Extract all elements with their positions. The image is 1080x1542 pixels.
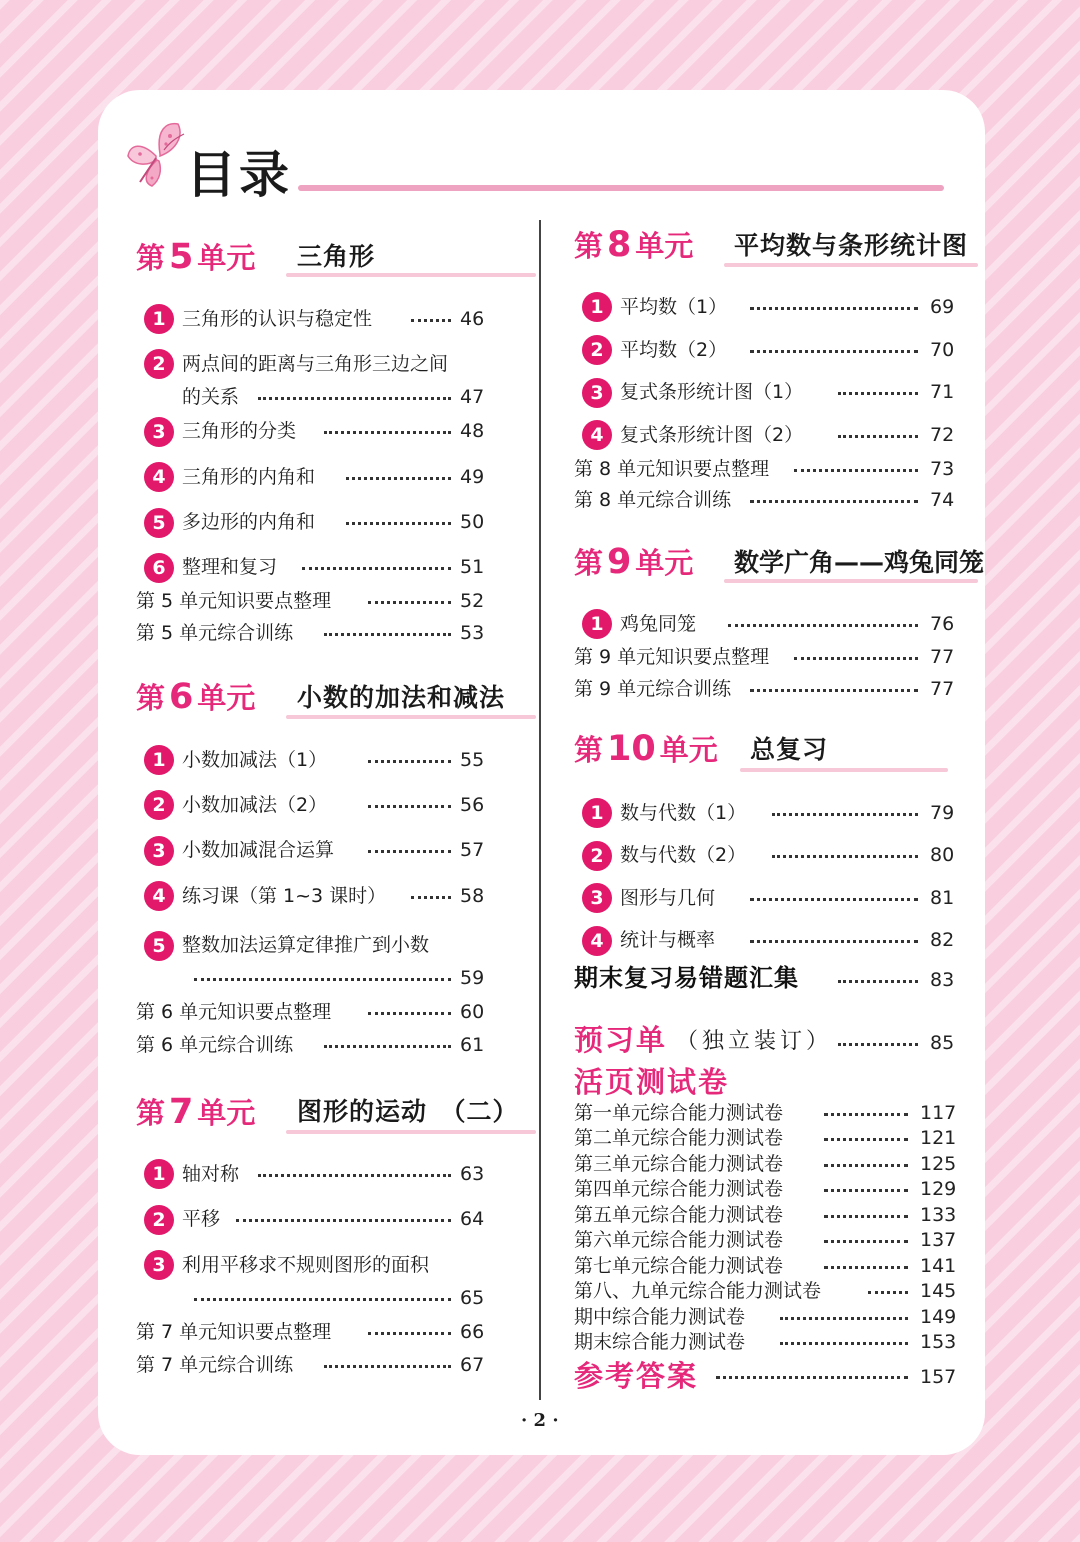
- lesson-badge: 3: [582, 378, 612, 408]
- lesson-badge: 1: [144, 745, 174, 775]
- lesson-title[interactable]: 三角形的分类: [182, 420, 297, 442]
- lesson-title[interactable]: 小数加减法（1）: [182, 749, 328, 771]
- page-ref[interactable]: 71: [930, 381, 955, 403]
- preview-note: （独立装订）: [676, 1029, 833, 1054]
- unit-5-title: 三角形: [297, 242, 376, 271]
- lesson-title[interactable]: 复式条形统计图（1）: [620, 381, 804, 403]
- lesson-title[interactable]: 整理和复习: [182, 556, 278, 578]
- test-item[interactable]: 第七单元综合能力测试卷: [574, 1255, 784, 1277]
- leader-dots: [750, 689, 918, 692]
- page-ref[interactable]: 133: [920, 1204, 957, 1226]
- leader-dots: [194, 1298, 451, 1301]
- unit-10-title: 总复习: [750, 735, 829, 764]
- lesson-title[interactable]: 利用平移求不规则图形的面积: [182, 1254, 430, 1276]
- lesson-badge: 1: [582, 798, 612, 828]
- page-ref[interactable]: 80: [930, 844, 955, 866]
- leader-dots: [824, 1266, 908, 1269]
- lesson-title[interactable]: 两点间的距离与三角形三边之间: [182, 353, 449, 375]
- leader-dots: [772, 855, 918, 858]
- page-ref[interactable]: 61: [460, 1034, 485, 1056]
- leader-dots: [838, 980, 918, 983]
- page-ref[interactable]: 70: [930, 339, 955, 361]
- leader-dots: [824, 1138, 908, 1141]
- lesson-title[interactable]: 平移: [182, 1208, 221, 1230]
- lesson-title[interactable]: 平均数（2）: [620, 339, 728, 361]
- unit-7-label: 第 7 单元: [136, 1092, 256, 1132]
- unit-summary[interactable]: 第 7 单元知识要点整理: [136, 1321, 332, 1343]
- unit-5-underline: [286, 273, 536, 277]
- page-ref[interactable]: 129: [920, 1178, 957, 1200]
- lesson-badge: 6: [144, 553, 174, 583]
- lesson-title[interactable]: 图形与几何: [620, 887, 716, 909]
- page-ref[interactable]: 46: [460, 308, 485, 330]
- leader-dots: [794, 469, 918, 472]
- unit-10-underline: [740, 768, 948, 772]
- butterfly-icon: [126, 120, 188, 194]
- page-ref[interactable]: 53: [460, 622, 485, 644]
- final-review-title[interactable]: 期末复习易错题汇集: [574, 964, 799, 992]
- leader-dots: [194, 978, 451, 981]
- unit-9-title: 数学广角——鸡兔同笼: [734, 548, 985, 577]
- page-ref[interactable]: 72: [930, 424, 955, 446]
- leader-dots: [368, 850, 451, 853]
- page-ref[interactable]: 153: [920, 1331, 957, 1353]
- unit-summary[interactable]: 第 5 单元知识要点整理: [136, 590, 332, 612]
- page-ref[interactable]: 137: [920, 1229, 957, 1251]
- leader-dots: [346, 522, 451, 525]
- tests-heading: 活页测试卷: [574, 1065, 730, 1099]
- lesson-title[interactable]: 平均数（1）: [620, 296, 728, 318]
- lesson-title[interactable]: 三角形的内角和: [182, 466, 316, 488]
- lesson-title[interactable]: 整数加法运算定律推广到小数: [182, 934, 430, 956]
- leader-dots: [750, 940, 918, 943]
- page-ref[interactable]: 67: [460, 1354, 485, 1376]
- test-item[interactable]: 期末综合能力测试卷: [574, 1331, 746, 1353]
- leader-dots: [368, 601, 451, 604]
- unit-8-title: 平均数与条形统计图: [734, 231, 969, 260]
- leader-dots: [368, 760, 451, 763]
- page-ref[interactable]: 81: [930, 887, 955, 909]
- page-ref[interactable]: 48: [460, 420, 485, 442]
- page-ref[interactable]: 63: [460, 1163, 485, 1185]
- toc-page: [98, 90, 985, 1455]
- leader-dots: [750, 500, 918, 503]
- page-ref[interactable]: 56: [460, 794, 485, 816]
- page-ref[interactable]: 85: [930, 1032, 955, 1054]
- lesson-badge: 4: [582, 420, 612, 450]
- leader-dots: [302, 567, 451, 570]
- page-ref[interactable]: 145: [920, 1280, 957, 1302]
- unit-exercise[interactable]: 第 9 单元综合训练: [574, 678, 732, 700]
- unit-8-label: 第 8 单元: [574, 225, 694, 265]
- leader-dots: [411, 319, 451, 322]
- lesson-badge: 1: [144, 304, 174, 334]
- page-ref[interactable]: 76: [930, 613, 955, 635]
- lesson-badge: 4: [144, 881, 174, 911]
- leader-dots: [324, 1365, 451, 1368]
- leader-dots: [368, 1012, 451, 1015]
- leader-dots: [411, 896, 451, 899]
- page-ref[interactable]: 117: [920, 1102, 957, 1124]
- leader-dots: [772, 813, 918, 816]
- page-ref[interactable]: 52: [460, 590, 485, 612]
- unit-6-title: 小数的加法和减法: [297, 683, 506, 712]
- page-ref[interactable]: 66: [460, 1321, 485, 1343]
- page-ref[interactable]: 47: [460, 386, 485, 408]
- leader-dots: [824, 1240, 908, 1243]
- title-rule: [298, 185, 944, 191]
- leader-dots: [324, 633, 451, 636]
- unit-8-underline: [724, 263, 978, 267]
- test-item[interactable]: 期中综合能力测试卷: [574, 1306, 746, 1328]
- page-number: · 2 ·: [521, 1410, 559, 1431]
- leader-dots: [368, 805, 451, 808]
- page-ref[interactable]: 77: [930, 646, 955, 668]
- lesson-title[interactable]: 数与代数（2）: [620, 844, 747, 866]
- leader-dots: [780, 1342, 908, 1345]
- leader-dots: [368, 1332, 451, 1335]
- page-ref[interactable]: 60: [460, 1001, 485, 1023]
- page-ref[interactable]: 141: [920, 1255, 957, 1277]
- unit-5-label: 第 5 单元: [136, 237, 256, 277]
- lesson-badge: 5: [144, 508, 174, 538]
- test-item[interactable]: 第二单元综合能力测试卷: [574, 1127, 784, 1149]
- test-item[interactable]: 第三单元综合能力测试卷: [574, 1153, 784, 1175]
- leader-dots: [750, 898, 918, 901]
- leader-dots: [780, 1317, 908, 1320]
- page-ref[interactable]: 55: [460, 749, 485, 771]
- lesson-badge: 2: [144, 1205, 174, 1235]
- unit-7-underline: [286, 1130, 536, 1134]
- page-ref[interactable]: 51: [460, 556, 485, 578]
- unit-6-underline: [286, 715, 536, 719]
- lesson-title[interactable]: 三角形的认识与稳定性: [182, 308, 373, 330]
- test-item[interactable]: 第一单元综合能力测试卷: [574, 1102, 784, 1124]
- test-item[interactable]: 第六单元综合能力测试卷: [574, 1229, 784, 1251]
- lesson-badge: 1: [582, 292, 612, 322]
- leader-dots: [750, 350, 918, 353]
- leader-dots: [728, 624, 918, 627]
- lesson-badge: 2: [144, 790, 174, 820]
- lesson-title[interactable]: 多边形的内角和: [182, 511, 316, 533]
- lesson-badge: 2: [582, 841, 612, 871]
- lesson-title[interactable]: 复式条形统计图（2）: [620, 424, 804, 446]
- leader-dots: [236, 1219, 451, 1222]
- answers-title[interactable]: 参考答案: [574, 1359, 699, 1393]
- lesson-title[interactable]: 统计与概率: [620, 929, 716, 951]
- lesson-title[interactable]: 轴对称: [182, 1163, 240, 1185]
- page-ref[interactable]: 125: [920, 1153, 957, 1175]
- unit-summary[interactable]: 第 6 单元知识要点整理: [136, 1001, 332, 1023]
- leader-dots: [324, 431, 451, 434]
- leader-dots: [838, 392, 918, 395]
- lesson-badge: 1: [144, 1159, 174, 1189]
- leader-dots: [716, 1376, 908, 1379]
- unit-exercise[interactable]: 第 7 单元综合训练: [136, 1354, 294, 1376]
- lesson-title[interactable]: 数与代数（1）: [620, 802, 747, 824]
- page-ref[interactable]: 64: [460, 1208, 485, 1230]
- lesson-badge: 2: [582, 335, 612, 365]
- lesson-badge: 3: [144, 417, 174, 447]
- test-item[interactable]: 第五单元综合能力测试卷: [574, 1204, 784, 1226]
- leader-dots: [346, 477, 451, 480]
- page-ref[interactable]: 57: [460, 839, 485, 861]
- page-ref[interactable]: 49: [460, 466, 485, 488]
- page-ref[interactable]: 59: [460, 967, 485, 989]
- lesson-title[interactable]: 小数加减混合运算: [182, 839, 335, 861]
- unit-exercise[interactable]: 第 5 单元综合训练: [136, 622, 294, 644]
- test-item[interactable]: 第八、九单元综合能力测试卷: [574, 1280, 822, 1302]
- test-item[interactable]: 第四单元综合能力测试卷: [574, 1178, 784, 1200]
- unit-exercise[interactable]: 第 8 单元综合训练: [574, 489, 732, 511]
- page-ref[interactable]: 77: [930, 678, 955, 700]
- leader-dots: [838, 1043, 918, 1046]
- unit-7-title: 图形的运动 （二）: [297, 1097, 519, 1126]
- lesson-badge: 2: [144, 349, 174, 379]
- lesson-title[interactable]: 鸡兔同笼: [620, 613, 697, 635]
- unit-6-label: 第 6 单元: [136, 677, 256, 717]
- lesson-title-cont[interactable]: 的关系: [182, 386, 240, 408]
- page-ref[interactable]: 157: [920, 1366, 957, 1388]
- leader-dots: [824, 1113, 908, 1116]
- lesson-badge: 5: [144, 931, 174, 961]
- leader-dots: [824, 1189, 908, 1192]
- page-ref[interactable]: 82: [930, 929, 955, 951]
- leader-dots: [258, 1174, 451, 1177]
- lesson-badge: 3: [144, 1250, 174, 1280]
- lesson-badge: 3: [144, 836, 174, 866]
- unit-9-label: 第 9 单元: [574, 542, 694, 582]
- leader-dots: [838, 435, 918, 438]
- preview-title[interactable]: 预习单: [574, 1023, 668, 1057]
- column-divider: [539, 220, 541, 1400]
- page-ref[interactable]: 79: [930, 802, 955, 824]
- leader-dots: [750, 307, 918, 310]
- lesson-badge: 4: [582, 926, 612, 956]
- unit-exercise[interactable]: 第 6 单元综合训练: [136, 1034, 294, 1056]
- lesson-title[interactable]: 练习课（第 1~3 课时）: [182, 885, 387, 907]
- leader-dots: [324, 1045, 451, 1048]
- page-ref[interactable]: 83: [930, 969, 955, 991]
- leader-dots: [868, 1291, 908, 1294]
- leader-dots: [824, 1164, 908, 1167]
- unit-9-underline: [724, 579, 978, 583]
- lesson-badge: 3: [582, 883, 612, 913]
- page-ref[interactable]: 74: [930, 489, 955, 511]
- leader-dots: [794, 657, 918, 660]
- lesson-title[interactable]: 小数加减法（2）: [182, 794, 328, 816]
- page-ref[interactable]: 69: [930, 296, 955, 318]
- lesson-badge: 1: [582, 609, 612, 639]
- unit-10-label: 第 10 单元: [574, 729, 718, 769]
- page-ref[interactable]: 73: [930, 458, 955, 480]
- page-ref[interactable]: 58: [460, 885, 485, 907]
- leader-dots: [824, 1215, 908, 1218]
- unit-summary[interactable]: 第 8 单元知识要点整理: [574, 458, 770, 480]
- unit-summary[interactable]: 第 9 单元知识要点整理: [574, 646, 770, 668]
- leader-dots: [258, 397, 451, 400]
- page-ref[interactable]: 50: [460, 511, 485, 533]
- lesson-badge: 4: [144, 462, 174, 492]
- page-title: 目录: [186, 146, 292, 204]
- page-ref[interactable]: 149: [920, 1306, 957, 1328]
- page-ref[interactable]: 121: [920, 1127, 957, 1149]
- page-ref[interactable]: 65: [460, 1287, 485, 1309]
